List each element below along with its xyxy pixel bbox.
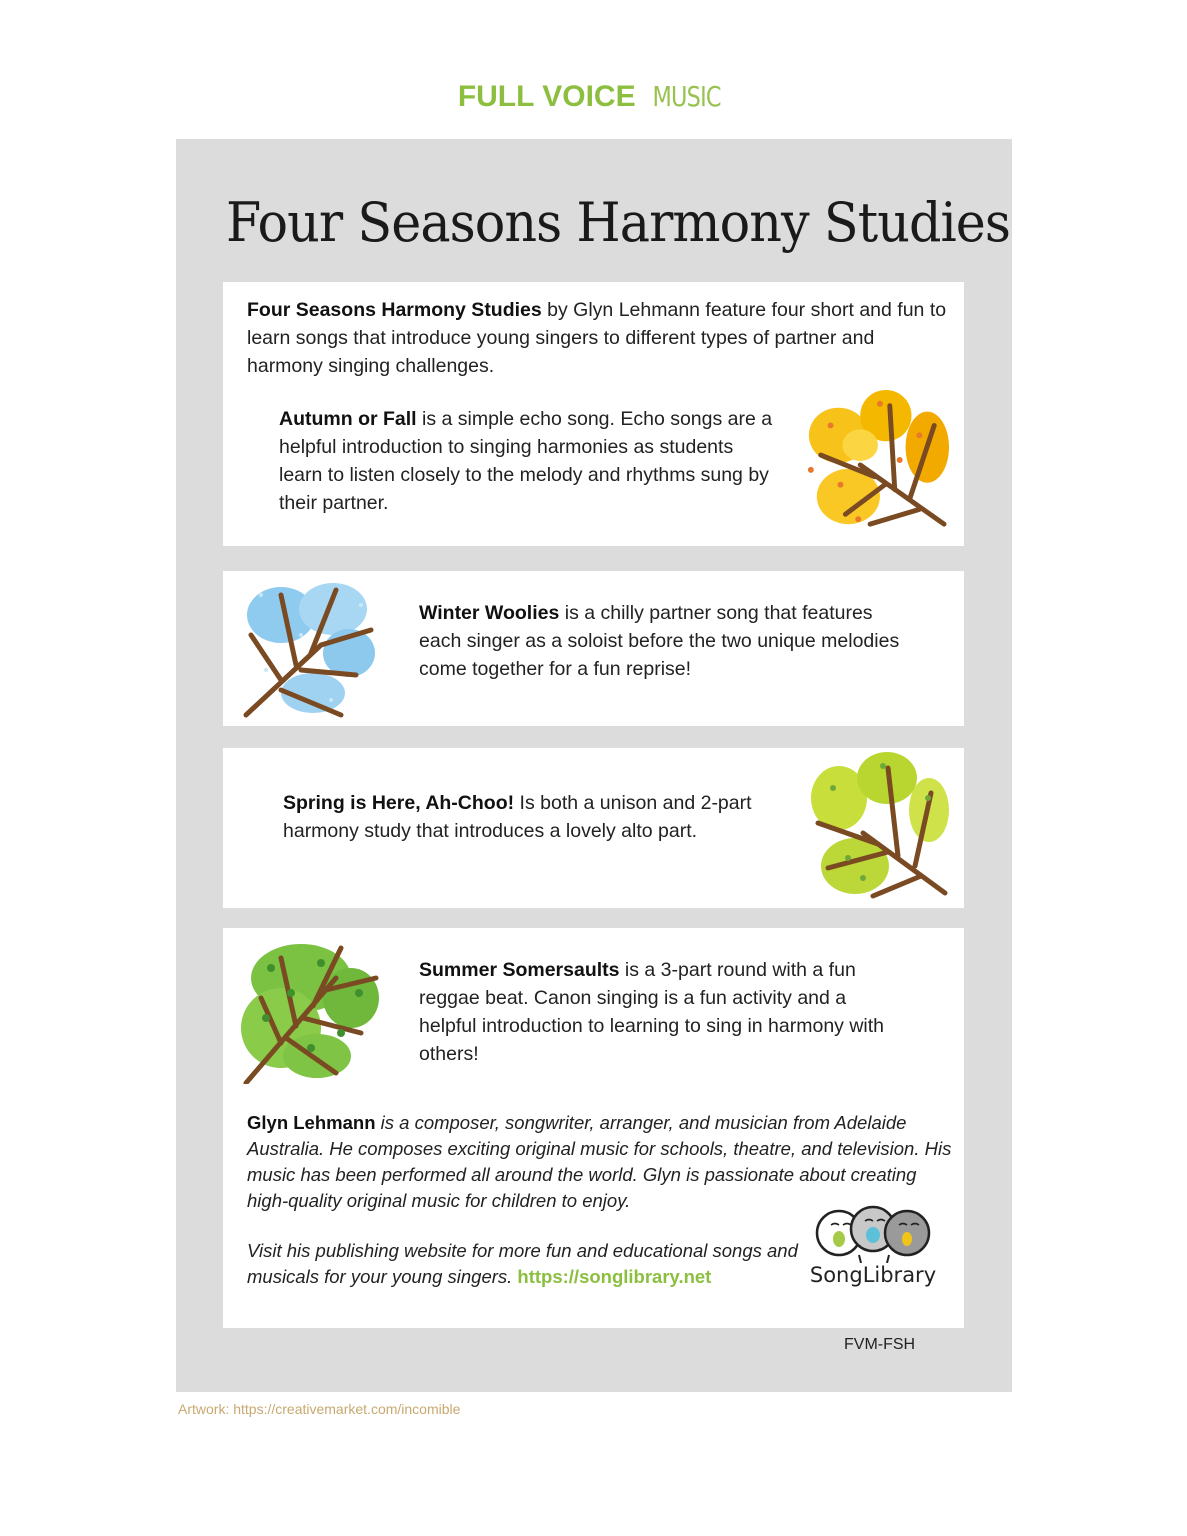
artwork-credit: Artwork: https://creativemarket.com/incomible [178,1401,461,1417]
brand-music-word: MUSIC [652,80,721,113]
composer-name: Glyn Lehmann [247,1112,376,1133]
spring-card [223,748,964,908]
summer-bio-card [223,928,964,1328]
winter-paragraph [419,599,919,683]
spring-tree-branch-icon [803,748,949,900]
spring-paragraph [283,789,753,845]
intro-paragraph [247,296,947,380]
spring-text: Is both a unison and 2-part harmony study that introduces a lovely alto part. [283,792,752,842]
winter-title: Winter Woolies [419,602,560,624]
spring-title: Spring is Here, Ah-Choo! [283,792,515,814]
songlibrary-link[interactable]: https://songlibrary.net [517,1266,712,1287]
autumn-text: is a simple echo song. Echo songs are a helpful introduction to singing harmonies as students learn to listen closely to the melody and rhythms sung by their partner. [279,408,773,514]
brand-logo [0,80,1187,114]
visit-paragraph [247,1238,807,1290]
winter-text: is a chilly partner song that features each singer as a soloist before the two unique melodies come together for a fun reprise! [419,602,900,680]
brand-name: FULL VOICE [457,80,636,113]
product-code: FVM-FSH [844,1336,916,1353]
summer-tree-branch-icon [241,938,385,1084]
singing-faces-icon [803,1199,943,1263]
summer-text: is a 3-part round with a fun reggae beat. Canon singing is a fun activity and a helpful introduction to learning to sing in harmony with others! [419,959,885,1065]
songlibrary-label: SongLibrary [809,1263,937,1287]
summer-title: Summer Somersaults [419,959,620,981]
page-title: Four Seasons Harmony Studies [226,191,1011,254]
intro-autumn-card [223,282,964,546]
autumn-tree-branch-icon [801,386,949,534]
intro-title: Four Seasons Harmony Studies [247,299,542,321]
autumn-paragraph [279,405,779,517]
composer-bio-text: is a composer, songwriter, arranger, and musician from Adelaide Australia. He composes exciting original music for schools, theatre, and television. His music has been performed all around the world. Glyn is passionate about creating high-quality original music for children to enjoy. [247,1112,952,1211]
summer-paragraph [419,956,899,1068]
winter-card [223,571,964,726]
autumn-title: Autumn or Fall [279,408,417,430]
winter-tree-branch-icon [241,575,381,721]
intro-text: by Glyn Lehmann feature four short and fun to learn songs that introduce young singers to different types of partner and harmony singing challenges. [247,299,947,377]
content-panel [176,139,1012,1392]
songlibrary-logo [803,1199,943,1299]
visit-text: Visit his publishing website for more fun and educational songs and musicals for your young singers. [247,1240,798,1287]
